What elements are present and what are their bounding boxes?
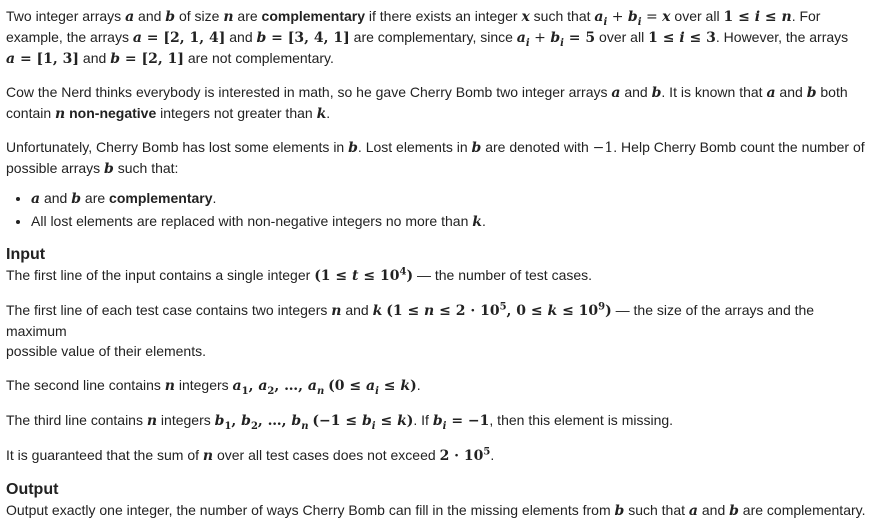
paragraph-story: Cow the Nerd thinks everybody is interested in math, so he gave Cherry Bomb two integer arrays a and b. It is known that a and b both contain n non-negative integers not greater than k. <box>6 84 848 122</box>
list-item: • a and b are complementary. <box>31 188 867 209</box>
conditions-list <box>6 188 867 232</box>
input-heading: Input <box>6 246 46 263</box>
paragraph-definition: Two integer arrays a and b of size n are complementary if there exists an integer x such that $a_i + b_i = x$ over all 1 ≤ i ≤ n. For example, the arrays a = [2, 1, 4] and b = [3, 4, 1] are complementary, since $a_i + b_i = 5$ over all 1 ≤ i ≤ 3. However, the arrays a = [1, 3] and b = [2, 1] are not complementary. <box>6 8 849 67</box>
paragraph-task: Unfortunately, Cherry Bomb has lost some elements in b. Lost elements in b are denoted with −1. Help Cherry Bomb count the number of possible arrays b such that: <box>6 139 865 177</box>
formula-range: 1 ≤ i ≤ n <box>723 9 792 25</box>
list-item: • All lost elements are replaced with non-negative integers no more than k. <box>31 211 867 232</box>
formula-sum: $a_i$ <box>594 9 608 28</box>
var-b: b <box>165 9 176 25</box>
output-heading: Output <box>6 481 59 498</box>
var-n: n <box>223 9 234 25</box>
formula-array-a2: a = [1, 3] <box>6 51 80 67</box>
input-section: Input The first line of the input contains a single integer $(1 \le t \le 10^4)$ — the number of test cases. The first line of each test case contains two integers n and k ($1 \le n \le 2 \cdot 10^5$, $0 \le k \le 10^9$) — the size of the arrays and the maximum possible value of their elements. The second line contains n integers $a_1$, $a_2$, …, $a_n$ $(0 \le a_i \le k)$. The third line contains n integers $b_1$, $b_2$, …, $b_n$ $(-1 \le b_i \le k)$. If $b_i = -1$, then this element is missing. It is guaranteed that the sum of n over all test cases does not exceed $2 \cdot 10^5$. <box>6 245 867 466</box>
formula-array-a: a = [2, 1, 4] <box>132 30 226 46</box>
keyword-non-negative: non-negative <box>69 105 157 121</box>
var-a: a <box>125 9 135 25</box>
formula-array-b: b = [3, 4, 1] <box>256 30 350 46</box>
formula-array-b2: b = [2, 1] <box>110 51 184 67</box>
output-section: Output Output exactly one integer, the number of ways Cherry Bomb can fill in the missing elements from b such that a and b are complementary. <box>6 481 866 519</box>
var-x: x <box>521 9 530 25</box>
keyword-complementary: complementary <box>261 8 366 24</box>
